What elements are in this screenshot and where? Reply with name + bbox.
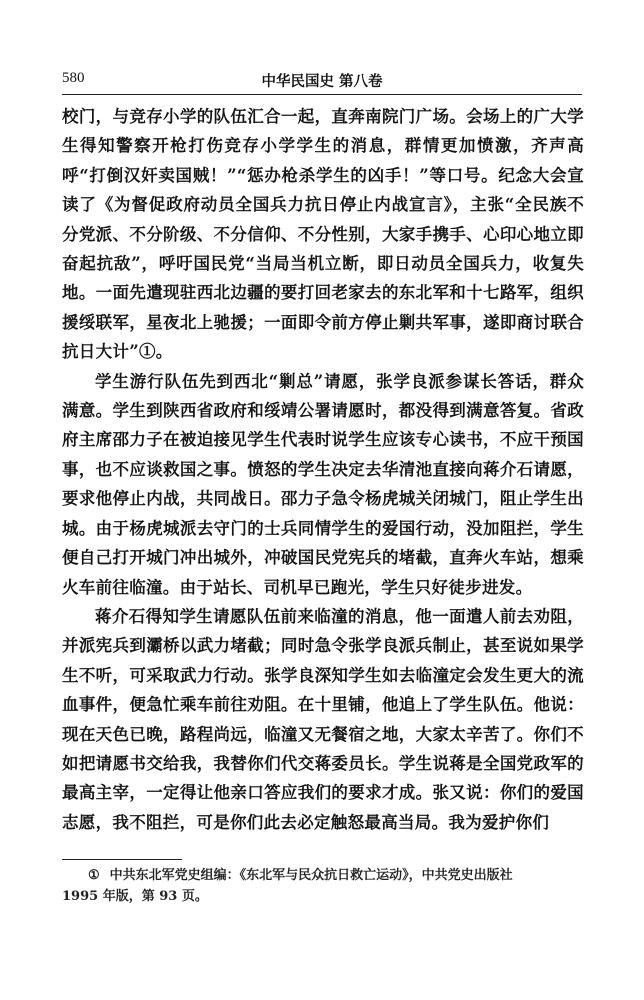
- main-text: [62, 102, 584, 837]
- footnote-citation: 中共东北军党史组编：《东北军与民众抗日救亡运动》，中共党史出版社: [109, 868, 513, 883]
- footnote: [62, 865, 584, 907]
- paragraph-student-petition: 学生游行队伍先到西北“剿总”请愿，张学良派参谋长答话，群众满意。学生到陕西省政府和绥靖公署请愿时，都没得到满意答复。省政府主席邵力子在被迫接见学生代表时说学生应该专心读书，不应干预国事，也不应谈救国之事。愤怒的学生决定去华清池直接向蒋介石请愿，要求他停止内战，共同战日。邵力子急令杨虎城关闭城门，阻止学生出城。由于杨虎城派去守门的士兵同情学生的爱国行动，没加阻拦，学生便自己打开城门冲出城外，冲破国民党宪兵的堵截，直奔火车站，想乘火车前往临潼。由于站长、司机早已跑光，学生只好徒步进发。: [62, 371, 584, 597]
- page-number: 580: [62, 70, 85, 86]
- footnote-marker: ①: [88, 868, 100, 883]
- footnote-line-1: [62, 865, 584, 886]
- footnote-line-2: 1995 年版，第 93 页。: [62, 889, 208, 904]
- running-title: 中华民国史 第八卷: [261, 74, 383, 90]
- footnote-divider: [62, 859, 182, 860]
- page-header: [62, 70, 582, 95]
- paragraph-chiang-response: 蒋介石得知学生请愿队伍前来临潼的消息，他一面遣人前去劝阻，并派宪兵到灞桥以武力堵截；同时急令张学良派兵制止，甚至说如果学生不听，可采取武力行动。张学良深知学生如去临潼定会发生更大的流血事件，便急忙乘车前往劝阻。在十里铺，他追上了学生队伍。他说：现在天色已晚，路程尚远，临潼又无餐宿之地，大家太辛苦了。你们不如把请愿书交给我，我替你们代交蒋委员长。学生说蒋是全国党政军的最高主宰，一定得让他亲口答应我们的要求才成。张又说：你们的爱国志愿，我不阻拦，可是你们此去必定触怒最高当局。我为爱护你们: [62, 606, 584, 832]
- paragraph-continued: 校门，与竞存小学的队伍汇合一起，直奔南院门广场。会场上的广大学生得知警察开枪打伤竞存小学学生的消息，群情更加愤激，齐声高呼“打倒汉奸卖国贼！”“惩办枪杀学生的凶手！”等口号。纪念大会宣读了《为督促政府动员全国兵力抗日停止内战宣言》，主张“全民族不分党派、不分阶级、不分信仰、不分性别，大家手携手、心印心地立即奋起抗敌”，呼吁国民党“当局当机立断，即日动员全国兵力，收复失地。一面先遣现驻西北边疆的要打回老家去的东北军和十七路军，组织援绥联军，星夜北上驰援；一面即令前方停止剿共军事，遂即商讨联合抗日大计”①。: [62, 107, 584, 362]
